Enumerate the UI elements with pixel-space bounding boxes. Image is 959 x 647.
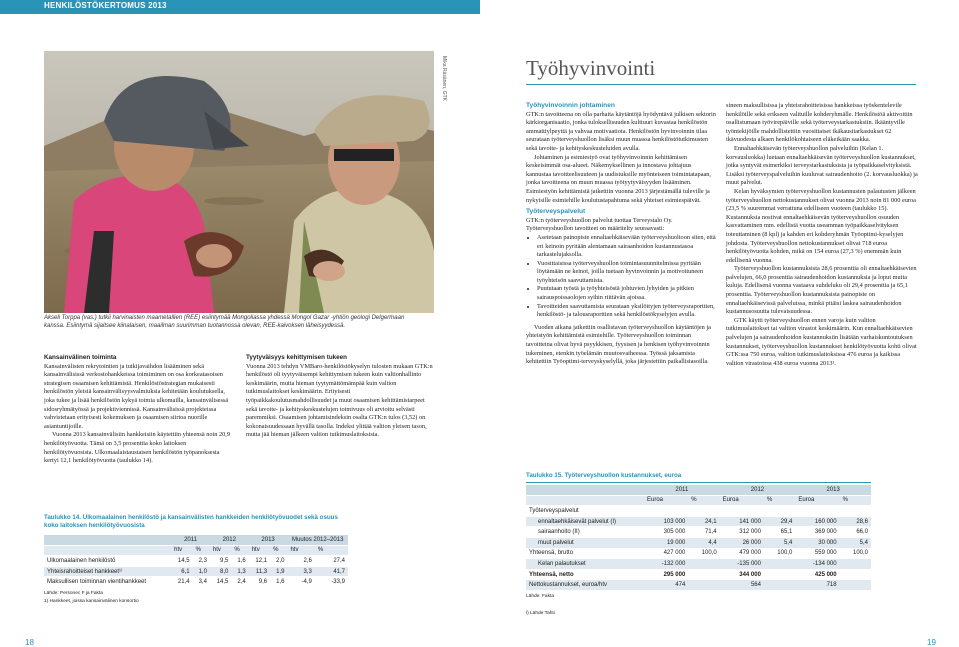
middle-column [246, 354, 436, 440]
cell: 5,4 [840, 537, 871, 548]
table-row [44, 566, 348, 577]
photo-caption: Akseli Torppa (vas.) tutkii harvinaisten maametallien (REE) esiintymää Mongoliassa yhdessä Mongol Gazar -yhtiön geologi Delgermaan kanssa. Esiintymä sijaitsee kiinalaisen, maailman suurimman tuotannossa olevan, REE-kaivoksen läheisyydessä. [44, 315, 405, 329]
table-row [526, 548, 871, 559]
list-item: • Asetetaan painopiste ennaltaehkäisevään työterveyshuoltoon siten, että eri keinoin pyritään alentamaan sairaanhoidon kustannustasoa tarkastelujaksolla. [537, 234, 718, 260]
cell: 295 000 [644, 569, 688, 580]
table-subhead: % [193, 545, 210, 556]
cell: 27,4 [315, 556, 348, 567]
goals-list [526, 234, 718, 320]
list-item: • Tavoitteiden saavuttamista seurataan yksilöityjen työterveysraporttien, henkilöstö- ja talousraporttien sekä henkilöstökyselyjen avulla. [537, 303, 718, 320]
field-photo [44, 51, 434, 313]
row-label: Yhteensä, brutto [526, 548, 644, 559]
cell [840, 580, 871, 591]
cell: 14,5 [171, 556, 192, 567]
cell: 24,1 [688, 516, 719, 527]
photo [44, 51, 434, 313]
section-heading-international: Kansainvälinen toiminta [44, 354, 117, 361]
table-subhead: Euroa [644, 495, 688, 506]
paragraph: Vuonna 2013 kansainvälisiin hankkeisiin käytettiin yhteensä noin 20,9 henkilötyövuotta. Tämä on 3,5 prosenttia koko laitoksen henkilötyövuosista. Ulkomaalaistaustaisen henkilöstön työpanoksesta kertyi 12,1 henkilötyövuotta (taulukko 14). [44, 431, 231, 465]
table14-block [44, 514, 436, 604]
row-label: Kelan palautukset [526, 559, 644, 570]
paragraph: Kelan hyväksymien työterveyshuollon kustannusten palautusten jälkeen työterveyshuollon nettokustannukset olivat vuonna 2013 noin 81 000 euroa (23,5 % suuremmat verrattuna edelliseen vuoteen (taulukko 15). Kustannuksia nostivat ennaltaehkäisevän työterveyshuollon osuuden kasvattaminen mm. edellistä vuotta useamman työpaikkaselvityksen toteuttaminen (8 kpl) ja kahden eri kohderyhmän Työoptimi-kyselyjen johdosta. Työterveyshuollon nettokustannukset olivat 718 euroa henkilötyövuotta kohden, mikä on 154 euroa (27,3 %) enemmän kuin edellisenä vuonna. [726, 187, 916, 264]
cell: 9,6 [249, 577, 270, 588]
table-subheader-row [44, 545, 348, 556]
cell: 100,0 [688, 548, 719, 559]
table-row [526, 569, 871, 580]
cell: -132 000 [644, 559, 688, 570]
table-year: 2012 [210, 535, 249, 545]
table15-caption: Taulukko 15. Työterveyshuollon kustannukset, euroa [526, 472, 682, 479]
page-number-right: 19 [927, 638, 936, 647]
table-year: 2013 [795, 485, 871, 495]
table-year: 2013 [249, 535, 288, 545]
cell: 1,6 [231, 556, 248, 567]
cell: 9,5 [210, 556, 231, 567]
cell [795, 506, 839, 517]
cell: -33,9 [315, 577, 348, 588]
table-header-row [526, 485, 871, 495]
header-label: HENKILÖSTÖKERTOMUS 2013 [44, 1, 167, 10]
table-row [44, 577, 348, 588]
page-title: Työhyvinvointi [526, 56, 656, 80]
row-label: Yhteensä, netto [526, 569, 644, 580]
cell [688, 569, 719, 580]
table-subhead: % [688, 495, 719, 506]
paragraph: Ennaltaehkäisevän työterveyshuollon palveluihin (Kelan 1. korvausluokka) luetaan ennaltaehkäisevän työterveyshuollon kustannukset, jotka syntyvät esimerkiksi terveystarkastuksista ja työpaikkaselvityksistä. Lisäksi työterveyspalveluihin kuuluvat sairaudenhoito (2. korvausluokka) ja muut palvelut. [726, 144, 918, 187]
cell: 14,5 [210, 577, 231, 588]
table14-footnote: 1) Hankkeet, joissa kansainvälinen konsortio [44, 598, 139, 604]
cell: 3,3 [287, 566, 314, 577]
cell: 65,1 [764, 527, 795, 538]
cell: 26 000 [720, 537, 764, 548]
cell: 160 000 [795, 516, 839, 527]
cell [688, 559, 719, 570]
cell: 66,0 [840, 527, 871, 538]
header-bar [0, 0, 480, 14]
cell [840, 506, 871, 517]
cell: 29,4 [764, 516, 795, 527]
row-label: Työterveyspalvelut [526, 506, 644, 517]
cell [688, 506, 719, 517]
cell: 564 [720, 580, 764, 591]
cell: 11,3 [249, 566, 270, 577]
row-label: muut palvelut [526, 537, 644, 548]
cell: 2,0 [270, 556, 287, 567]
cell [764, 559, 795, 570]
table15 [526, 485, 871, 591]
cell: 718 [795, 580, 839, 591]
table-subhead: htv [171, 545, 192, 556]
paragraph: GTK käytti työterveyshuollon ennen varoja kuin valtion tutkimuslaitokset tai valtion virastot keskimäärin. Kun ennaltaehkäisevien palvelujen ja sairaudenhoidon kustannuksiin lisätään varhaiskuntoutuksen kustannukset, työterveyshuollon kustannukset henkilötyövuotta kohti olivat GTK:ssa 750 euroa, valtion tutkimuslaitoksissa 476 euroa ja kaikissa valtion virastoissa 438 euroa vuonna 2013¹. [726, 316, 917, 367]
table-row [526, 559, 871, 570]
cell: 1,0 [193, 566, 210, 577]
paragraph: Vuonna 2013 tehdyn VMBaro-henkilöstökyselyn tulosten mukaan GTK:n henkilöstö oli tyytyväisempi kehittymisen tukeen kuin valtionhallinto keskimäärin, mutta hieman tyytymättömämpää kuin valtion tutkimuslaitokset keskimäärin. Erityisesti työpaikkakoulutusmahdollisuudet ja muut osaamisen kehittämistarpeet sekä tavoite- ja kehityskeskustelujen toimivuus oli arvioitu selvästi paremmiksi. Osaamisen johtamisindeksin osalta GTK:n tulos (3,52) on kokonaisuudessaan hyvällä tasolla. Indeksi ylittää valtion yleisen tason, mutta jää hieman jälkeen valtion tutkimuslaitoksista. [246, 362, 433, 439]
cell: 305 000 [644, 527, 688, 538]
table-subhead: % [270, 545, 287, 556]
cell: 5,4 [764, 537, 795, 548]
cell: 425 000 [795, 569, 839, 580]
cell: 1,6 [270, 577, 287, 588]
cell: 71,4 [688, 527, 719, 538]
cell [764, 580, 795, 591]
page-number-left: 18 [25, 638, 34, 647]
cell [720, 506, 764, 517]
table-subhead: % [764, 495, 795, 506]
cell: 369 000 [795, 527, 839, 538]
photo-credit: Mika Räsänen, GTK [441, 56, 447, 102]
row-label: Yhteisrahoitteiset hankkeet¹⁾ [44, 566, 171, 577]
table-subhead: htv [249, 545, 270, 556]
right-column-1 [526, 102, 718, 367]
list-item: • Puututaan työstä ja työyhteisöstä johtuvien lyhyiden ja pitkien sairauspoissaolojen syihin riittävän ajoissa. [537, 285, 718, 302]
table15-body [526, 506, 871, 591]
cell: 2,4 [231, 577, 248, 588]
table-row [526, 516, 871, 527]
cell: 479 000 [720, 548, 764, 559]
table-row [526, 506, 871, 517]
cell: 427 000 [644, 548, 688, 559]
cell: 1,9 [270, 566, 287, 577]
cell: -4,9 [287, 577, 314, 588]
table-subhead: % [315, 545, 348, 556]
paragraph: Kansainvälisten rekrytointien ja tutkijavaihdon lisääminen sekä kansainvälisissä verkostohankkeissa toimiminen on osa korkeatasoisen strategisen osaamisen kehittämistä. Henkilöstöstrategian mukaisesti henkilöstön yleisiä kansainvälisyysvalmiuksia kehitetään koulutuksella, joka tukee ja lisää henkilöstön kykyä toimia ulkomailla, kansainvälisessä sidosryhmätyössä ja projektiviennissä. Kansainvälisissä projekteissa vahvistetaan erityisesti kokemuksen ja osaamisen siirtoa nuorille asiantuntijoille. [44, 362, 229, 430]
cell: 344 000 [720, 569, 764, 580]
table-subhead: htv [287, 545, 314, 556]
table-subhead: htv [210, 545, 231, 556]
table-row [44, 556, 348, 567]
section-heading-health-services: Työterveyspalvelut [526, 208, 586, 216]
section-heading-satisfaction: Tyytyväisyys kehittymisen tukeen [246, 354, 348, 361]
table14-caption: Taulukko 14. Ulkomaalainen henkilöstö ja kansainvälisten hankkeiden henkilötyövuodet sekä osuus koko laitoksen henkilötyövuosista [44, 514, 338, 529]
cell [764, 506, 795, 517]
table-subhead: Euroa [795, 495, 839, 506]
paragraph: sineen maksullisissa ja yhteisrahoitteisissa hankkeissa työskentelevile henkilöille sekä erikseen valituille kohderyhmälle. Henkilöstöä aktivoitiin osallistumaan työvirepäiville sekä työterveystarkastuksiin. Ikääntyville työntekijöille mahdollistettiin vuosittaiset ikäkausitarkastukset 62 ikävuodesta alkaen henkilökohtaiseen eläkeikään saakka. [726, 102, 913, 144]
paragraph: GTK:n tavoitteena on olla parhaita käytäntöjä hyödyntävä julkisen sektorin kärkiorganisaatio, jonka tuloksellisuuden kulttuuri kuvastaa henkilöstön ammattiylpeyttä ja vahvaa motivaatiota. Henkilöstön hyvinvoinnin tilaa seurataan työterveyshuollon lisäksi muun muassa henkilöstötutkimusten sekä tavoite- ja kehityskeskusteluiden avulla. [526, 110, 716, 152]
table-row [526, 537, 871, 548]
table15-block [526, 472, 918, 616]
left-column [44, 354, 234, 466]
table-subhead: % [231, 545, 248, 556]
row-label: sairaanhoito (II) [526, 527, 644, 538]
cell: 41,7 [315, 566, 348, 577]
cell: 100,0 [840, 548, 871, 559]
table15-footnote: l) Lähde:Tahti [526, 610, 555, 616]
cell: 6,1 [171, 566, 192, 577]
table-subheader-row [526, 495, 871, 506]
table14 [44, 535, 348, 588]
table-subhead: % [840, 495, 871, 506]
row-label: Ulkomaalainen henkilöstö [44, 556, 171, 567]
table-year: Muutos 2012–2013 [287, 535, 348, 545]
table-row [526, 527, 871, 538]
row-label: ennaltaehkäisevät palvelut (I) [526, 516, 644, 527]
cell [840, 569, 871, 580]
cell [688, 580, 719, 591]
right-column-2 [726, 102, 918, 368]
paragraph: Vuoden aikana jatkettiin osallistavan työterveyshuollon käytäntöjen ja yhteistyön kehittämistä esimiehille. Työterveyshuollon toiminnan tavoitteina olivat hyvä psyykkisen, fyysisen ja henkisen työhyvinvoinnin tukeminen, etenkin työelämän muutosvaiheessa. Työssä jaksamista kehitettiin Työoptimi-terveyskyselyllä, joka järjestettiin paikallistasoilla. [526, 323, 711, 366]
paragraph: Työterveyshuollon kustannuksista 28,6 prosenttia oli ennaltaehkäisevien palvelujen, 66,0 prosenttia sairaudenhoidon kustannuksia ja loput muita kuluja. Edellisenä vuonna vastaava suhdeluku oli 29,4 prosenttia ja 65,1 prosenttia. Työterveyshuollon kustannuksista painopiste on ennaltaehkäisevissä palveluissa, minkä pitäisi laskea sairaudenhoidon kustannusosuutta tulevaisuudessa. [726, 265, 917, 316]
table15-rule [526, 482, 871, 483]
cell: 19 000 [644, 537, 688, 548]
cell: 30 000 [795, 537, 839, 548]
table15-source: Lähde: Fakta [526, 593, 555, 599]
cell: 312 000 [720, 527, 764, 538]
table14-source: Lähde: Personec F ja Fakta [44, 590, 103, 596]
row-label: Maksullisen toiminnan vientihankkeet [44, 577, 171, 588]
paragraph: Johtaminen ja esimiestyö ovat työhyvinvoinnin kehittämisen keskeisimmät osa-alueet. Näkemyksellinen ja innostava johtajuus kannustaa tavoitteelisuuteen ja uudistuksille myönteiseen toimintatapaan, jonka tavoitteena on muun muassa työtyytyväisyyden lisääminen. Esimiestyön kehittämistä jatkettiin vuonna 2013 järjestämällä tuleville ja nykyisille esimiehille koulutustapahtuma sekä yhteiset esimiespäivät. [526, 153, 712, 204]
title-rule [526, 84, 916, 85]
cell: -135 000 [720, 559, 764, 570]
cell: 474 [644, 580, 688, 591]
table-year: 2012 [720, 485, 796, 495]
row-label: Nettokustannukset, euroa/htv [526, 580, 644, 591]
table-year: 2011 [644, 485, 720, 495]
table-year: 2011 [171, 535, 210, 545]
cell: 103 000 [644, 516, 688, 527]
cell: -134 000 [795, 559, 839, 570]
table-row [526, 580, 871, 591]
table-header-row [44, 535, 348, 545]
cell: 28,6 [840, 516, 871, 527]
cell: 2,6 [287, 556, 314, 567]
list-item: • Vuosittaisissa työterveyshuollon toimintasuunnitelmissa pyritään löytämään ne keinot, joilla tuetaan hyvinvoinnin ja motivoituneen työyhteisön saavuttamista. [537, 260, 718, 286]
cell [764, 569, 795, 580]
cell [644, 506, 688, 517]
section-heading-leadership: Työhyvinvoinnin johtaminen [526, 102, 615, 109]
cell: 21,4 [171, 577, 192, 588]
cell [840, 559, 871, 570]
cell: 141 000 [720, 516, 764, 527]
cell: 3,4 [193, 577, 210, 588]
cell: 1,3 [231, 566, 248, 577]
paragraph: GTK:n työterveyshuollon palvelut tuottaa Terveystalo Oy. Työterveyshuollon tavoitteet on määritelty seuraavasti: [526, 216, 673, 233]
cell: 12,1 [249, 556, 270, 567]
cell: 100,0 [764, 548, 795, 559]
cell: 559 000 [795, 548, 839, 559]
table-subhead: Euroa [720, 495, 764, 506]
cell: 4,4 [688, 537, 719, 548]
cell: 2,3 [193, 556, 210, 567]
cell: 8,0 [210, 566, 231, 577]
